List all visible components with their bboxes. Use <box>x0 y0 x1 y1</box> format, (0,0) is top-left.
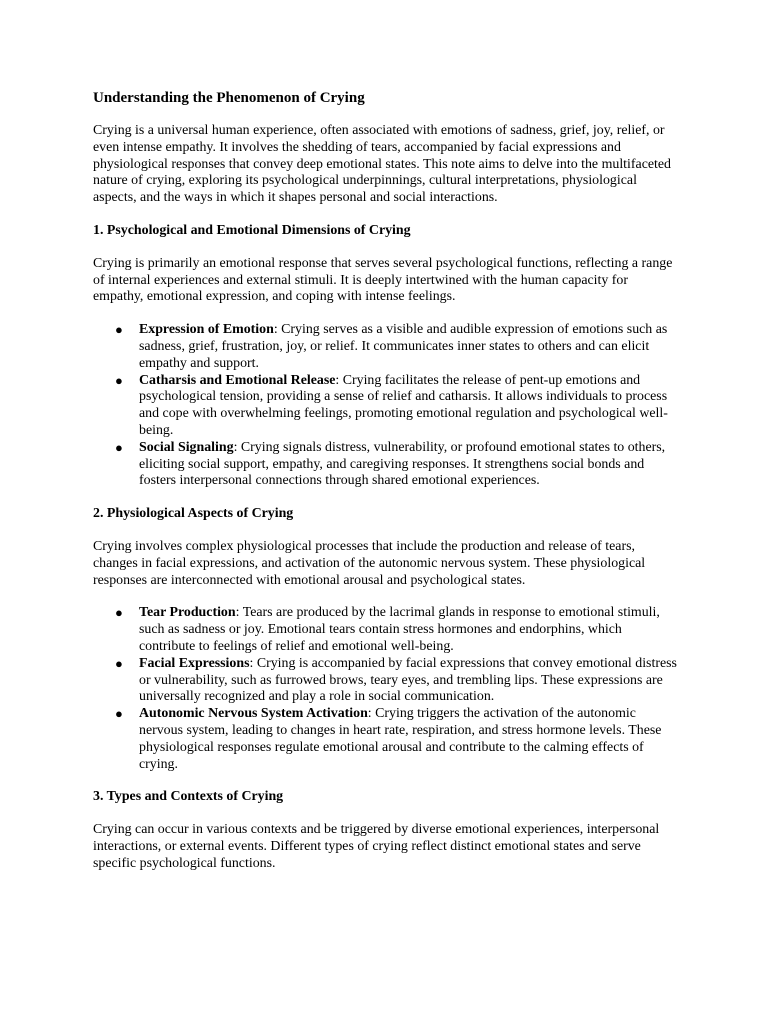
list-item-term: Autonomic Nervous System Activation <box>139 706 368 722</box>
document-title: Understanding the Phenomenon of Crying <box>93 90 365 106</box>
bullet-icon: ● <box>115 372 123 388</box>
list-item <box>115 706 681 773</box>
section-paragraph-types: Crying can occur in various contexts and be triggered by diverse emotional experiences, interpersonal interactions, or external events. Different types of crying reflect distinct emotional states and serve specific psychological functions. <box>93 822 660 871</box>
list-item-text: : Tears are produced by the lacrimal glands in response to emotional stimuli, such as sadness or joy. Emotional tears contain stress hormones and endorphins, which contribute to feelings of relief and emotional well-being. <box>139 605 660 654</box>
intro-paragraph: Crying is a universal human experience, often associated with emotions of sadness, grief, joy, relief, or even intense empathy. It involves the shedding of tears, accompanied by facial expressions and physiological responses that convey deep emotional states. This note aims to delve into the multifaceted nature of crying, exploring its psychological underpinnings, cultural interpretations, physiological aspects, and the ways in which it shapes personal and social interactions. <box>93 123 671 206</box>
list-item <box>115 605 681 655</box>
list-item <box>115 322 681 372</box>
list-item <box>115 655 681 706</box>
bullet-icon: ● <box>115 655 123 671</box>
list-item-term: Social Signaling <box>139 439 234 455</box>
list-item <box>115 439 681 490</box>
bullet-icon: ● <box>115 439 123 455</box>
section-paragraph-psychological: Crying is primarily an emotional response that serves several psychological functions, reflecting a range of internal experiences and external stimuli. It is deeply intertwined with the human capacity for empathy, emotional expression, and coping with intense feelings. <box>93 255 673 305</box>
section-heading-physiological: 2. Physiological Aspects of Crying <box>93 506 294 522</box>
list-item-text: : Crying is accompanied by facial expressions that convey emotional distress or vulnerability, such as furrowed brows, teary eyes, and trembling lips. These expressions are universally recognized and play a role in social communication. <box>139 655 677 705</box>
section-heading-types: 3. Types and Contexts of Crying <box>93 789 284 805</box>
bullet-list-psychological <box>93 322 681 490</box>
list-item-text: : Crying facilitates the release of pent-up emotions and psychological tension, providing a sense of relief and catharsis. It allows individuals to process and cope with overwhelming feelings, promoting emotional regulation and psychological well-being. <box>139 372 668 438</box>
list-item-text: : Crying triggers the activation of the autonomic nervous system, leading to changes in heart rate, respiration, and stress hormone levels. These physiological responses regulate emotional arousal and contribute to the calming effects of crying. <box>139 706 662 772</box>
list-item-term: Expression of Emotion <box>139 322 274 338</box>
bullet-list-physiological <box>93 605 681 773</box>
list-item-text: : Crying serves as a visible and audible expression of emotions such as sadness, grief, frustration, joy, or relief. It communicates inner states to others and can elicit empathy and support. <box>139 322 668 371</box>
bullet-icon: ● <box>115 322 123 338</box>
section-heading-psychological: 1. Psychological and Emotional Dimensions of Crying <box>93 222 411 238</box>
list-item-term: Tear Production <box>139 605 236 621</box>
bullet-icon: ● <box>115 605 123 621</box>
document-page <box>93 88 681 888</box>
list-item <box>115 372 681 440</box>
list-item-term: Catharsis and Emotional Release <box>139 372 336 388</box>
bullet-icon: ● <box>115 706 123 722</box>
section-paragraph-physiological: Crying involves complex physiological processes that include the production and release of tears, changes in facial expressions, and activation of the autonomic nervous system. These physiological responses are interconnected with emotional arousal and psychological states. <box>93 538 646 588</box>
list-item-text: : Crying signals distress, vulnerability, or profound emotional states to others, eliciting social support, empathy, and caregiving responses. It strengthens social bonds and fosters interpersonal connections through shared emotional experiences. <box>139 439 666 489</box>
list-item-term: Facial Expressions <box>139 655 250 671</box>
